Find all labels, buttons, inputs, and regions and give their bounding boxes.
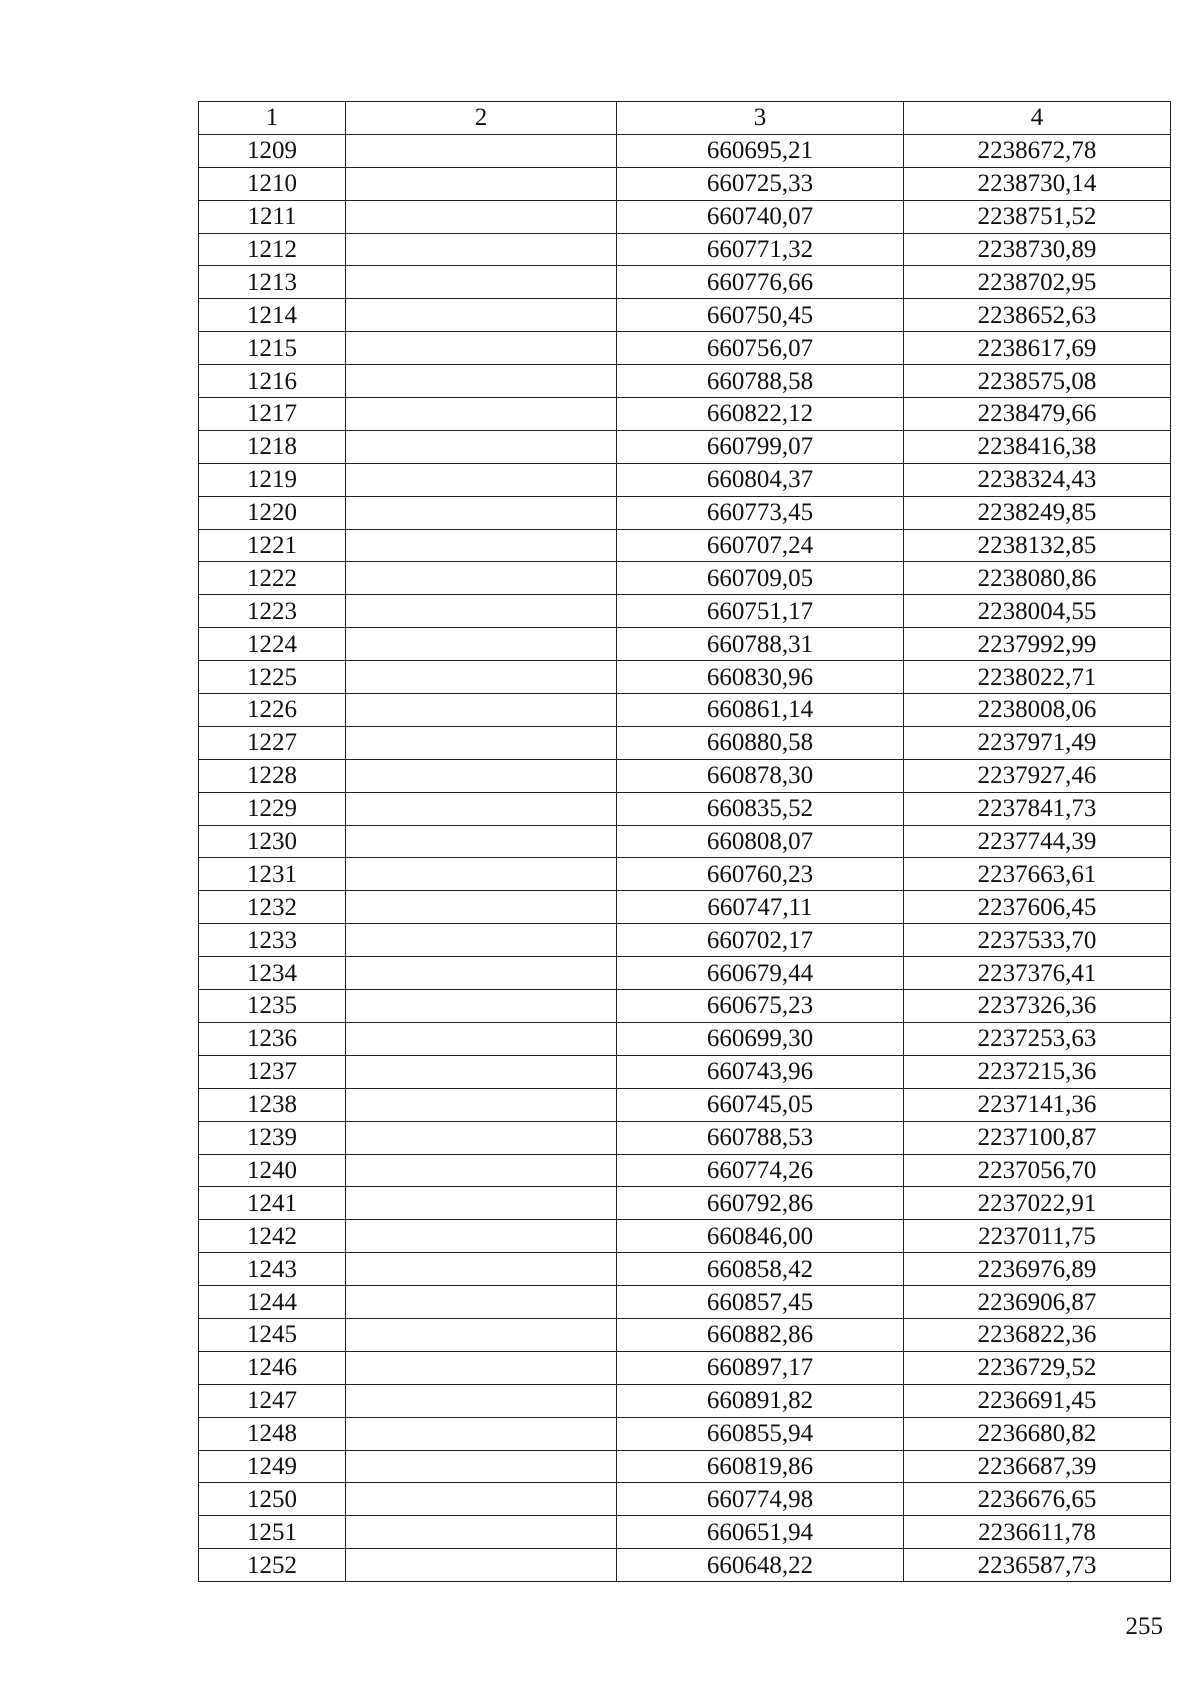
description-cell xyxy=(346,990,617,1023)
table-row xyxy=(199,759,1171,792)
point-number-cell: 1245 xyxy=(199,1318,346,1351)
x-coordinate-cell: 660897,17 xyxy=(617,1351,904,1384)
description-cell xyxy=(346,1516,617,1549)
description-cell xyxy=(346,924,617,957)
description-cell xyxy=(346,233,617,266)
y-coordinate-cell: 2238004,55 xyxy=(904,595,1171,628)
x-coordinate-cell: 660709,05 xyxy=(617,562,904,595)
point-number-cell: 1246 xyxy=(199,1351,346,1384)
column-header-3: 3 xyxy=(617,102,904,135)
table-row xyxy=(199,990,1171,1023)
point-number-cell: 1236 xyxy=(199,1022,346,1055)
x-coordinate-cell: 660861,14 xyxy=(617,694,904,727)
table-row xyxy=(199,1253,1171,1286)
point-number-cell: 1223 xyxy=(199,595,346,628)
description-cell xyxy=(346,430,617,463)
point-number-cell: 1229 xyxy=(199,792,346,825)
coordinates-table xyxy=(198,101,1171,1582)
description-cell xyxy=(346,1384,617,1417)
point-number-cell: 1218 xyxy=(199,430,346,463)
x-coordinate-cell: 660774,26 xyxy=(617,1154,904,1187)
table-row xyxy=(199,595,1171,628)
y-coordinate-cell: 2238479,66 xyxy=(904,398,1171,431)
description-cell xyxy=(346,1187,617,1220)
y-coordinate-cell: 2237992,99 xyxy=(904,628,1171,661)
page-number: 255 xyxy=(1125,1613,1163,1640)
point-number-cell: 1244 xyxy=(199,1286,346,1319)
table-row xyxy=(199,167,1171,200)
point-number-cell: 1226 xyxy=(199,694,346,727)
point-number-cell: 1210 xyxy=(199,167,346,200)
y-coordinate-cell: 2237376,41 xyxy=(904,957,1171,990)
description-cell xyxy=(346,398,617,431)
y-coordinate-cell: 2238324,43 xyxy=(904,463,1171,496)
x-coordinate-cell: 660857,45 xyxy=(617,1286,904,1319)
y-coordinate-cell: 2237606,45 xyxy=(904,891,1171,924)
column-header-4: 4 xyxy=(904,102,1171,135)
x-coordinate-cell: 660771,32 xyxy=(617,233,904,266)
table-row xyxy=(199,1286,1171,1319)
x-coordinate-cell: 660776,66 xyxy=(617,266,904,299)
description-cell xyxy=(346,1286,617,1319)
description-cell xyxy=(346,825,617,858)
x-coordinate-cell: 660799,07 xyxy=(617,430,904,463)
x-coordinate-cell: 660740,07 xyxy=(617,200,904,233)
x-coordinate-cell: 660835,52 xyxy=(617,792,904,825)
x-coordinate-cell: 660804,37 xyxy=(617,463,904,496)
y-coordinate-cell: 2236676,65 xyxy=(904,1483,1171,1516)
table-row xyxy=(199,496,1171,529)
point-number-cell: 1251 xyxy=(199,1516,346,1549)
point-number-cell: 1217 xyxy=(199,398,346,431)
table-row xyxy=(199,1022,1171,1055)
table-row xyxy=(199,1055,1171,1088)
table-row xyxy=(199,233,1171,266)
point-number-cell: 1248 xyxy=(199,1417,346,1450)
description-cell xyxy=(346,1483,617,1516)
description-cell xyxy=(346,759,617,792)
x-coordinate-cell: 660792,86 xyxy=(617,1187,904,1220)
y-coordinate-cell: 2237841,73 xyxy=(904,792,1171,825)
point-number-cell: 1241 xyxy=(199,1187,346,1220)
y-coordinate-cell: 2236611,78 xyxy=(904,1516,1171,1549)
point-number-cell: 1219 xyxy=(199,463,346,496)
table-row xyxy=(199,430,1171,463)
table-row xyxy=(199,694,1171,727)
x-coordinate-cell: 660725,33 xyxy=(617,167,904,200)
description-cell xyxy=(346,694,617,727)
table-row xyxy=(199,957,1171,990)
point-number-cell: 1233 xyxy=(199,924,346,957)
x-coordinate-cell: 660788,31 xyxy=(617,628,904,661)
y-coordinate-cell: 2238132,85 xyxy=(904,529,1171,562)
description-cell xyxy=(346,891,617,924)
point-number-cell: 1247 xyxy=(199,1384,346,1417)
description-cell xyxy=(346,1055,617,1088)
x-coordinate-cell: 660774,98 xyxy=(617,1483,904,1516)
description-cell xyxy=(346,1022,617,1055)
x-coordinate-cell: 660878,30 xyxy=(617,759,904,792)
x-coordinate-cell: 660822,12 xyxy=(617,398,904,431)
point-number-cell: 1249 xyxy=(199,1450,346,1483)
description-cell xyxy=(346,496,617,529)
table-row xyxy=(199,858,1171,891)
x-coordinate-cell: 660846,00 xyxy=(617,1220,904,1253)
y-coordinate-cell: 2237663,61 xyxy=(904,858,1171,891)
description-cell xyxy=(346,1154,617,1187)
y-coordinate-cell: 2238730,89 xyxy=(904,233,1171,266)
table-row xyxy=(199,661,1171,694)
x-coordinate-cell: 660751,17 xyxy=(617,595,904,628)
point-number-cell: 1214 xyxy=(199,299,346,332)
table-row xyxy=(199,1121,1171,1154)
y-coordinate-cell: 2238672,78 xyxy=(904,134,1171,167)
description-cell xyxy=(346,595,617,628)
y-coordinate-cell: 2238080,86 xyxy=(904,562,1171,595)
y-coordinate-cell: 2237100,87 xyxy=(904,1121,1171,1154)
point-number-cell: 1242 xyxy=(199,1220,346,1253)
description-cell xyxy=(346,1351,617,1384)
table-row xyxy=(199,529,1171,562)
x-coordinate-cell: 660699,30 xyxy=(617,1022,904,1055)
point-number-cell: 1228 xyxy=(199,759,346,792)
x-coordinate-cell: 660788,53 xyxy=(617,1121,904,1154)
table-row xyxy=(199,628,1171,661)
table-row xyxy=(199,200,1171,233)
y-coordinate-cell: 2237533,70 xyxy=(904,924,1171,957)
table-row xyxy=(199,924,1171,957)
x-coordinate-cell: 660891,82 xyxy=(617,1384,904,1417)
table-row xyxy=(199,1088,1171,1121)
x-coordinate-cell: 660695,21 xyxy=(617,134,904,167)
y-coordinate-cell: 2237971,49 xyxy=(904,726,1171,759)
y-coordinate-cell: 2238575,08 xyxy=(904,365,1171,398)
y-coordinate-cell: 2237744,39 xyxy=(904,825,1171,858)
description-cell xyxy=(346,134,617,167)
y-coordinate-cell: 2238652,63 xyxy=(904,299,1171,332)
table-row xyxy=(199,134,1171,167)
description-cell xyxy=(346,529,617,562)
description-cell xyxy=(346,1088,617,1121)
y-coordinate-cell: 2237326,36 xyxy=(904,990,1171,1023)
y-coordinate-cell: 2236906,87 xyxy=(904,1286,1171,1319)
x-coordinate-cell: 660808,07 xyxy=(617,825,904,858)
y-coordinate-cell: 2236587,73 xyxy=(904,1549,1171,1582)
description-cell xyxy=(346,661,617,694)
table-row xyxy=(199,299,1171,332)
y-coordinate-cell: 2237056,70 xyxy=(904,1154,1171,1187)
description-cell xyxy=(346,957,617,990)
point-number-cell: 1240 xyxy=(199,1154,346,1187)
x-coordinate-cell: 660747,11 xyxy=(617,891,904,924)
point-number-cell: 1222 xyxy=(199,562,346,595)
point-number-cell: 1238 xyxy=(199,1088,346,1121)
y-coordinate-cell: 2236822,36 xyxy=(904,1318,1171,1351)
y-coordinate-cell: 2238702,95 xyxy=(904,266,1171,299)
description-cell xyxy=(346,200,617,233)
description-cell xyxy=(346,1121,617,1154)
x-coordinate-cell: 660819,86 xyxy=(617,1450,904,1483)
column-header-2: 2 xyxy=(346,102,617,135)
y-coordinate-cell: 2238416,38 xyxy=(904,430,1171,463)
table-row xyxy=(199,562,1171,595)
x-coordinate-cell: 660679,44 xyxy=(617,957,904,990)
description-cell xyxy=(346,858,617,891)
point-number-cell: 1252 xyxy=(199,1549,346,1582)
x-coordinate-cell: 660760,23 xyxy=(617,858,904,891)
y-coordinate-cell: 2237253,63 xyxy=(904,1022,1171,1055)
y-coordinate-cell: 2238022,71 xyxy=(904,661,1171,694)
table-row xyxy=(199,891,1171,924)
description-cell xyxy=(346,365,617,398)
y-coordinate-cell: 2238249,85 xyxy=(904,496,1171,529)
table-row xyxy=(199,1187,1171,1220)
y-coordinate-cell: 2236680,82 xyxy=(904,1417,1171,1450)
x-coordinate-cell: 660880,58 xyxy=(617,726,904,759)
y-coordinate-cell: 2238008,06 xyxy=(904,694,1171,727)
y-coordinate-cell: 2238617,69 xyxy=(904,332,1171,365)
table-row xyxy=(199,266,1171,299)
description-cell xyxy=(346,726,617,759)
point-number-cell: 1216 xyxy=(199,365,346,398)
point-number-cell: 1220 xyxy=(199,496,346,529)
table-row xyxy=(199,365,1171,398)
description-cell xyxy=(346,1417,617,1450)
x-coordinate-cell: 660855,94 xyxy=(617,1417,904,1450)
x-coordinate-cell: 660651,94 xyxy=(617,1516,904,1549)
point-number-cell: 1221 xyxy=(199,529,346,562)
point-number-cell: 1237 xyxy=(199,1055,346,1088)
x-coordinate-cell: 660830,96 xyxy=(617,661,904,694)
y-coordinate-cell: 2238751,52 xyxy=(904,200,1171,233)
table-row xyxy=(199,1384,1171,1417)
x-coordinate-cell: 660773,45 xyxy=(617,496,904,529)
table-row xyxy=(199,1450,1171,1483)
y-coordinate-cell: 2237927,46 xyxy=(904,759,1171,792)
description-cell xyxy=(346,562,617,595)
table-header xyxy=(199,102,1171,135)
y-coordinate-cell: 2236687,39 xyxy=(904,1450,1171,1483)
table-row xyxy=(199,1351,1171,1384)
x-coordinate-cell: 660745,05 xyxy=(617,1088,904,1121)
x-coordinate-cell: 660648,22 xyxy=(617,1549,904,1582)
y-coordinate-cell: 2237215,36 xyxy=(904,1055,1171,1088)
point-number-cell: 1212 xyxy=(199,233,346,266)
description-cell xyxy=(346,1549,617,1582)
y-coordinate-cell: 2236691,45 xyxy=(904,1384,1171,1417)
point-number-cell: 1211 xyxy=(199,200,346,233)
y-coordinate-cell: 2237022,91 xyxy=(904,1187,1171,1220)
point-number-cell: 1225 xyxy=(199,661,346,694)
point-number-cell: 1224 xyxy=(199,628,346,661)
table-row xyxy=(199,726,1171,759)
point-number-cell: 1239 xyxy=(199,1121,346,1154)
description-cell xyxy=(346,332,617,365)
table-row xyxy=(199,1220,1171,1253)
description-cell xyxy=(346,299,617,332)
table-row xyxy=(199,1318,1171,1351)
point-number-cell: 1235 xyxy=(199,990,346,1023)
point-number-cell: 1250 xyxy=(199,1483,346,1516)
description-cell xyxy=(346,463,617,496)
column-header-1: 1 xyxy=(199,102,346,135)
table-row xyxy=(199,1417,1171,1450)
description-cell xyxy=(346,266,617,299)
x-coordinate-cell: 660707,24 xyxy=(617,529,904,562)
table-row xyxy=(199,1483,1171,1516)
x-coordinate-cell: 660702,17 xyxy=(617,924,904,957)
table-row xyxy=(199,398,1171,431)
x-coordinate-cell: 660756,07 xyxy=(617,332,904,365)
x-coordinate-cell: 660882,86 xyxy=(617,1318,904,1351)
table-row xyxy=(199,463,1171,496)
table-row xyxy=(199,1549,1171,1582)
point-number-cell: 1227 xyxy=(199,726,346,759)
y-coordinate-cell: 2236729,52 xyxy=(904,1351,1171,1384)
table-row xyxy=(199,332,1171,365)
table-row xyxy=(199,1516,1171,1549)
x-coordinate-cell: 660750,45 xyxy=(617,299,904,332)
x-coordinate-cell: 660858,42 xyxy=(617,1253,904,1286)
point-number-cell: 1215 xyxy=(199,332,346,365)
description-cell xyxy=(346,628,617,661)
x-coordinate-cell: 660675,23 xyxy=(617,990,904,1023)
point-number-cell: 1231 xyxy=(199,858,346,891)
x-coordinate-cell: 660743,96 xyxy=(617,1055,904,1088)
point-number-cell: 1230 xyxy=(199,825,346,858)
description-cell xyxy=(346,1450,617,1483)
header-row xyxy=(199,102,1171,135)
description-cell xyxy=(346,1318,617,1351)
point-number-cell: 1213 xyxy=(199,266,346,299)
table-body xyxy=(199,134,1171,1581)
description-cell xyxy=(346,1220,617,1253)
point-number-cell: 1234 xyxy=(199,957,346,990)
y-coordinate-cell: 2236976,89 xyxy=(904,1253,1171,1286)
y-coordinate-cell: 2237141,36 xyxy=(904,1088,1171,1121)
point-number-cell: 1209 xyxy=(199,134,346,167)
table-row xyxy=(199,1154,1171,1187)
table-row xyxy=(199,825,1171,858)
description-cell xyxy=(346,1253,617,1286)
point-number-cell: 1232 xyxy=(199,891,346,924)
description-cell xyxy=(346,792,617,825)
y-coordinate-cell: 2238730,14 xyxy=(904,167,1171,200)
description-cell xyxy=(346,167,617,200)
table-row xyxy=(199,792,1171,825)
x-coordinate-cell: 660788,58 xyxy=(617,365,904,398)
point-number-cell: 1243 xyxy=(199,1253,346,1286)
y-coordinate-cell: 2237011,75 xyxy=(904,1220,1171,1253)
